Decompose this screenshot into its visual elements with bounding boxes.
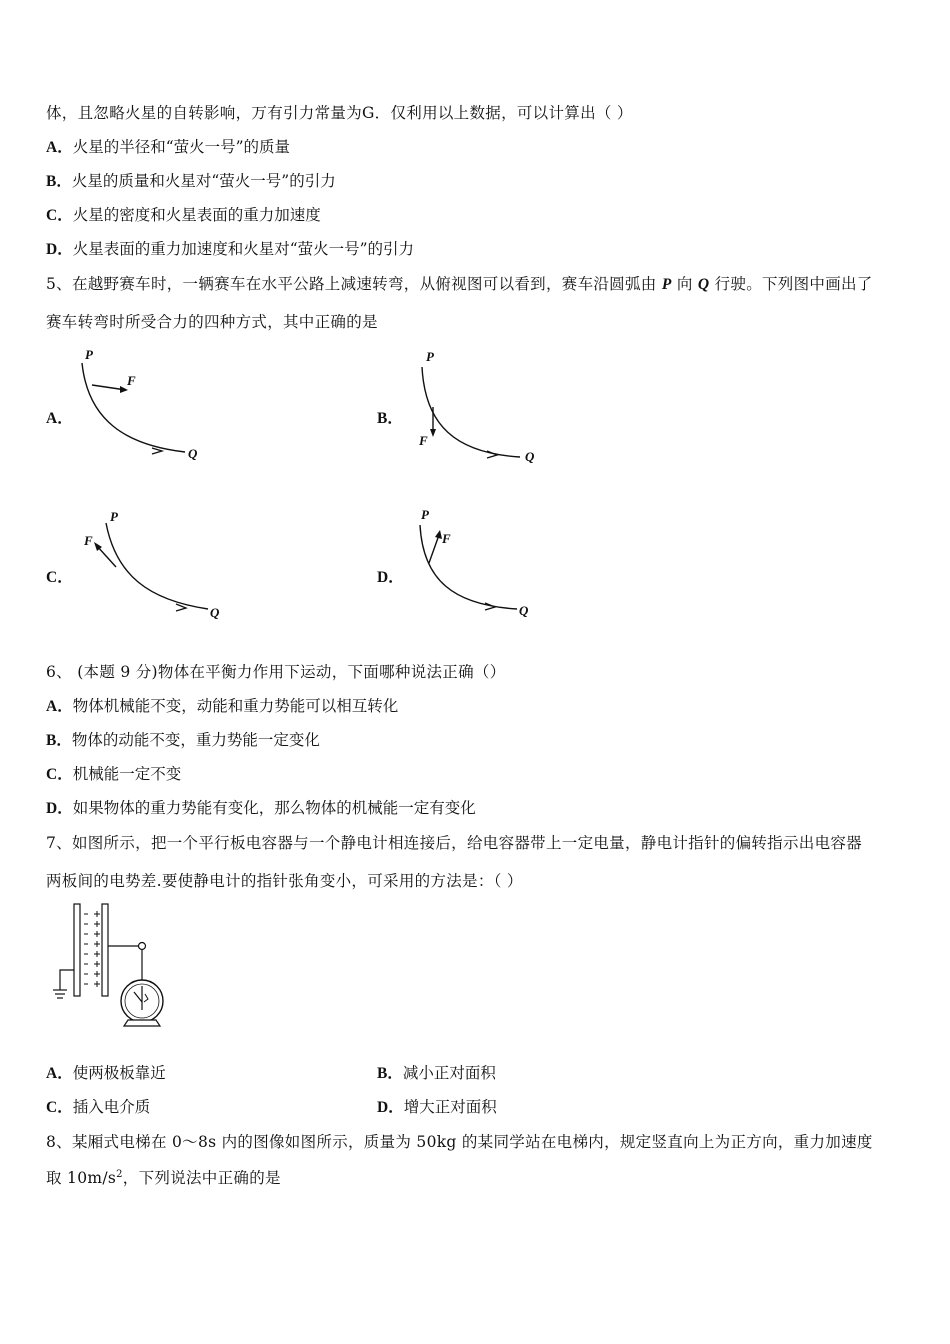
ground-wire: [60, 970, 74, 990]
curve-path: [420, 525, 517, 609]
q7-stem-line1: 7、如图所示，把一个平行板电容器与一个静电计相连接后，给电容器带上一定电量，静电计指针的偏转指示出电容器: [46, 834, 862, 852]
direction-arrow-icon: [152, 448, 162, 454]
label-f: F: [84, 533, 93, 548]
q5-figure-a-label: A．: [46, 410, 73, 427]
q4-option-d: D．火星表面的重力加速度和火星对“萤火一号”的引力: [46, 240, 415, 258]
label-p: P: [110, 509, 118, 524]
q5-figure-c-label: C．: [46, 569, 73, 586]
q8-stem-line2: 取 $10m/s^2$，下列说法中正确的是: [46, 1168, 281, 1187]
electrometer-base: [124, 1020, 160, 1026]
q7-option-c: C．插入电介质: [46, 1098, 151, 1116]
curve-path: [106, 523, 208, 609]
q5-figure-b: [405, 345, 545, 470]
label-p: P: [421, 507, 429, 522]
q5-figure-b-label: B．: [377, 410, 403, 427]
q4-option-c: C．火星的密度和火星表面的重力加速度: [46, 206, 321, 224]
positive-charges: [94, 911, 100, 987]
direction-arrow-icon: [487, 451, 497, 458]
q5-stem-line2: 赛车转弯时所受合力的四种方式，其中正确的是: [46, 313, 378, 331]
curve-path: [422, 367, 520, 457]
label-q: Q: [519, 603, 529, 618]
q6-option-b: B．物体的动能不变，重力势能一定变化: [46, 731, 320, 749]
q7-option-a: A．使两极板靠近: [46, 1064, 166, 1082]
q5-stem-line1: 5、在越野赛车时，一辆赛车在水平公路上减速转弯，从俯视图可以看到，赛车沿圆弧由 P 向 Q 行驶。下列图中画出了: [46, 275, 873, 293]
label-q: Q: [188, 446, 198, 461]
direction-arrow-icon: [485, 603, 495, 610]
label-p: P: [426, 349, 434, 364]
q5-figure-d-label: D．: [377, 569, 404, 586]
q5-figure-d: [405, 505, 545, 625]
q4-option-b: B．火星的质量和火星对“萤火一号”的引力: [46, 172, 336, 190]
label-f: F: [127, 373, 136, 388]
q5-figure-c: [78, 505, 228, 625]
right-plate: [102, 904, 108, 996]
q6-option-c: C．机械能一定不变: [46, 765, 182, 783]
force-arrow: [429, 535, 439, 563]
force-arrowhead-icon: [430, 429, 436, 437]
q7-option-d: D．增大正对面积: [377, 1098, 497, 1116]
q7-stem-line2: 两板间的电势差.要使静电计的指针张角变小，可采用的方法是：（ ）: [46, 872, 523, 890]
ground-icon: [53, 990, 67, 998]
q8-stem-line1: 8、某厢式电梯在 0～8s 内的图像如图所示，质量为 50kg 的某同学站在电梯内，规定竖直向上为正方向，重力加速度: [46, 1133, 873, 1151]
q6-option-a: A．物体机械能不变，动能和重力势能可以相互转化: [46, 697, 399, 715]
label-q: Q: [210, 605, 220, 620]
capacitor-electrometer-figure: [44, 898, 184, 1033]
q6-option-d: D．如果物体的重力势能有变化，那么物体的机械能一定有变化: [46, 799, 476, 817]
q7-option-b: B．减小正对面积: [377, 1064, 496, 1082]
electrometer-terminal: [139, 943, 146, 950]
label-p: P: [85, 347, 93, 362]
q6-stem: 6、 (本题 9 分)物体在平衡力作用下运动，下面哪种说法正确（）: [46, 663, 506, 681]
label-q: Q: [525, 449, 535, 464]
force-arrowhead-icon: [435, 530, 442, 539]
q4-stem-tail: 体，且忽略火星的自转影响，万有引力常量为G．仅利用以上数据，可以计算出（ ）: [46, 104, 633, 122]
q5-figure-a: [70, 345, 210, 470]
direction-arrow-icon: [176, 604, 186, 611]
negative-charges: [84, 914, 88, 984]
q4-option-a: A．火星的半径和“萤火一号”的质量: [46, 138, 291, 156]
left-plate: [74, 904, 80, 996]
label-f: F: [442, 531, 451, 546]
label-f: F: [419, 433, 428, 448]
